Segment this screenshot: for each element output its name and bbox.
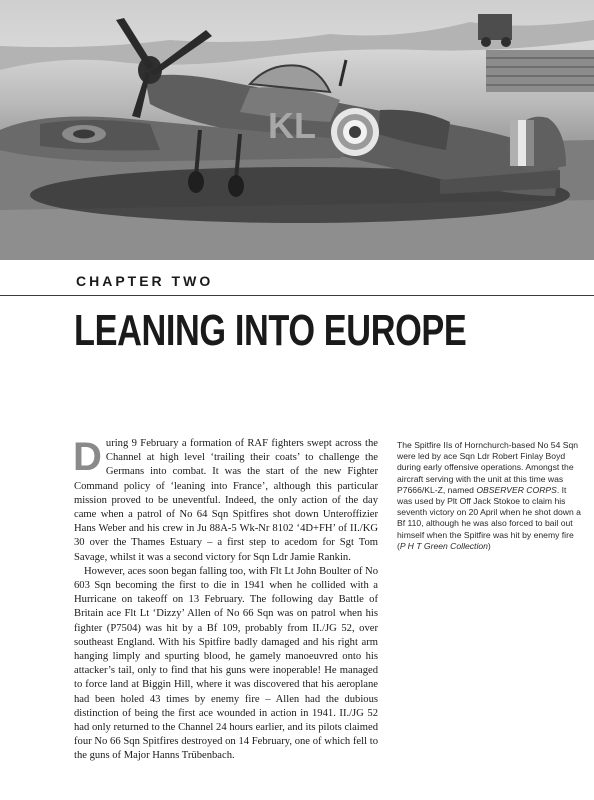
truck-wheel — [481, 37, 491, 47]
truck — [478, 14, 512, 40]
wing-roundel-center — [73, 130, 95, 139]
drop-cap: D — [73, 435, 102, 479]
spitfire-illustration — [0, 0, 594, 260]
caption-text: The Spitfire IIs of Hornchurch-based No 54 Sqn were led by ace Sqn Ldr Robert Finlay Boyd during early offensive operations. Amongst the aircraft serving with the unit at this time was P7666/KL-Z, named — [397, 440, 579, 495]
fuselage-roundel-center — [349, 126, 361, 138]
caption-text: . It was used by Plt Off Jack Stokoe to claim his seventh victory on 20 April when he shot down a Bf 110, although he was also forced to bail out himself when the Spitfire was hit by enemy fire ( — [397, 484, 581, 551]
chapter-title: LEANING INTO EUROPE — [74, 306, 467, 355]
wheel — [228, 175, 244, 197]
fuselage-code: KL — [268, 105, 316, 146]
photo-caption — [397, 440, 583, 552]
antenna-mast — [340, 60, 346, 86]
chapter-label: CHAPTER TWO — [76, 273, 214, 289]
body-paragraph — [74, 437, 378, 565]
fin-flash-red — [526, 120, 534, 166]
caption-text: ) — [487, 540, 491, 551]
truck-wheel — [501, 37, 511, 47]
body-text — [74, 437, 378, 764]
caption-aircraft-name: OBSERVER CORPS — [476, 484, 557, 495]
caption-credit: P H T Green Collection — [399, 540, 488, 551]
paragraph-text: uring 9 February a formation of RAF fighters swept across the Channel at high level ‘trailing their coats’ to challenge the Germans into combat. It was the start of the new Fighter Command policy of ‘leaning into France’, although this particular mission proved to be uneventful. Indeed, the only action of the day came when a patrol of No 64 Sqn Spitfires shot down Unteroffizier Hans Weber and his crew in Ju 88A-5 Wk-Nr 8102 ‘4D+FH’ of II./KG 30 over the Thames Estuary – a first step to acedom for Sgt Tom Savage, whilst it was a second victory for Sqn Ldr Jamie Rankin. — [74, 438, 378, 563]
chapter-divider — [0, 295, 594, 296]
fin-flash-white — [518, 120, 526, 166]
body-paragraph: However, aces soon began falling too, with Flt Lt John Boulter of No 603 Sqn becoming the first to die in 1941 when he collided with a Hurricane on takeoff on 13 February. The following day Battle of Britain ace Flt Lt ‘Dizzy’ Allen of No 66 Sqn was on patrol when his fighter (P7504) was hit by a Bf 109, probably from II./JG 52, over southeast England. With his Spitfire badly damaged and his right arm hanging limply and spurting blood, he gamely manoeuvred onto his attacker’s tail, only to find that his guns were inoperable! He managed to force land at Biggin Hill, where it was discovered that his aeroplane had been holed 43 times by enemy fire – Allen had the dubious distinction of being the first ace wounded in action in 1941. II./JG 52 had only returned to the Channel 24 hours earlier, and its pilots claimed four No 66 Sqn Spitfires destroyed on 14 February, one of which fell to the guns of Major Hanns Trübenbach. — [74, 565, 378, 762]
fin-flash-blue — [510, 120, 518, 166]
spitfire-photo — [0, 0, 594, 260]
wheel — [188, 171, 204, 193]
